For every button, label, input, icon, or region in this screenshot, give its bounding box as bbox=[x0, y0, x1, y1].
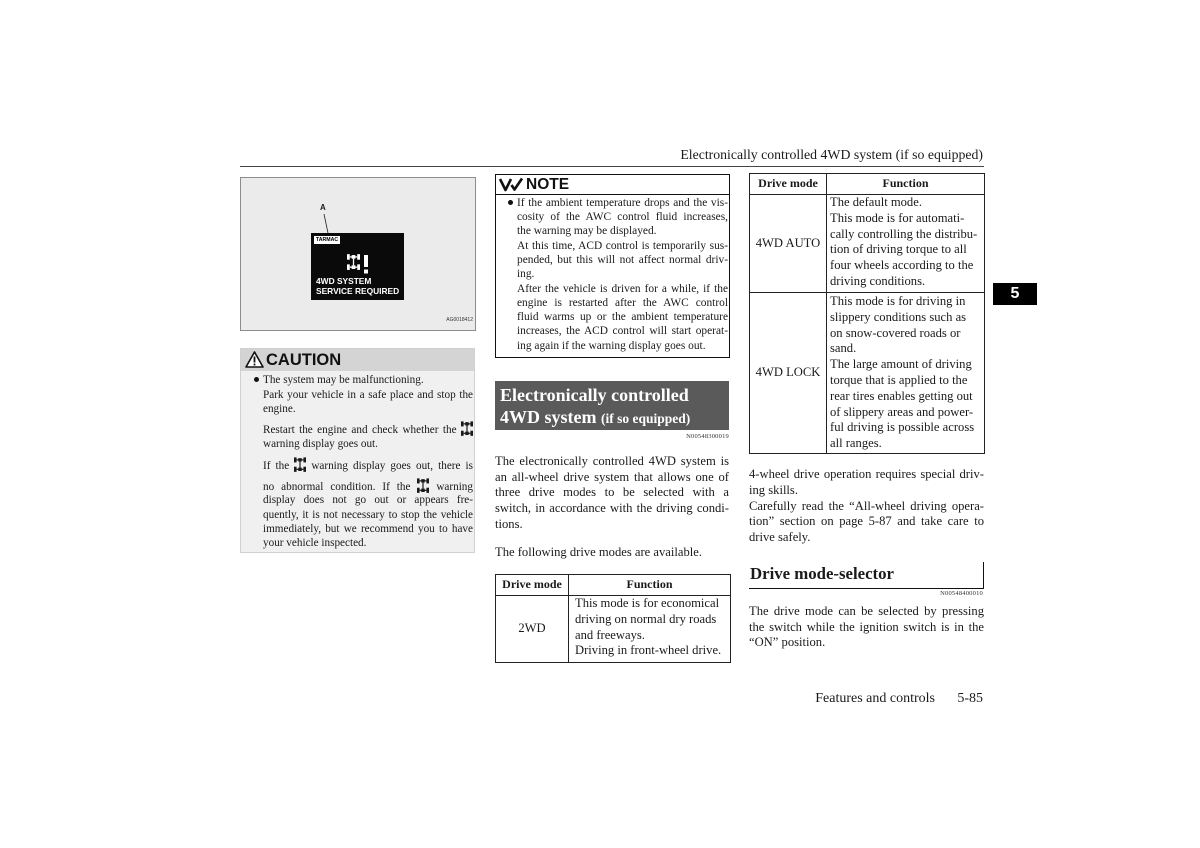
drive-modes-intro: The following drive modes are available. bbox=[495, 545, 703, 559]
caution-line-text: no abnormal condition. If the bbox=[263, 481, 411, 493]
note-line: ing. bbox=[517, 268, 535, 280]
section-title-suffix: (if so equipped) bbox=[601, 411, 691, 426]
function-line: tion of driving torque to all bbox=[830, 242, 967, 257]
paragraph-line: switch, in accordance with the driving condi- bbox=[495, 501, 729, 515]
paragraph-line: an all-wheel drive system that allows one of bbox=[495, 470, 729, 484]
table-row bbox=[750, 195, 985, 293]
table-row bbox=[750, 293, 985, 454]
function-cell bbox=[827, 195, 985, 293]
note-line: increases, the ACD control will start operat- bbox=[517, 325, 728, 337]
table-header-row bbox=[750, 174, 985, 195]
caution-bullet-text: The system may be malfunctioning. bbox=[263, 374, 424, 386]
subsection-title: Drive mode-selector bbox=[750, 564, 894, 583]
caution-line: warning display goes out. bbox=[263, 438, 378, 450]
paragraph-line: “ON” position. bbox=[749, 635, 826, 649]
paragraph-line: 4-wheel drive operation requires special driv- bbox=[749, 467, 984, 481]
caution-line bbox=[263, 478, 473, 494]
callout-label: A bbox=[320, 203, 326, 212]
function-line: all ranges. bbox=[830, 436, 882, 451]
caution-line-text: If the bbox=[263, 460, 290, 472]
display-message-line2: SERVICE REQUIRED bbox=[316, 286, 400, 296]
caution-line: your vehicle inspected. bbox=[263, 537, 367, 549]
section-code: N00548300019 bbox=[686, 433, 729, 440]
note-header bbox=[496, 175, 729, 195]
caution-title: CAUTION bbox=[266, 351, 342, 369]
caution-box bbox=[240, 348, 475, 553]
column-header-drive-mode: Drive mode bbox=[496, 575, 569, 596]
section-title-main: 4WD system bbox=[500, 407, 597, 427]
function-line: rear tires enables getting out bbox=[830, 388, 973, 403]
function-line: and freeways. bbox=[575, 627, 645, 642]
footer-section-name: Features and controls bbox=[815, 691, 935, 706]
section-title-line1: Electronically controlled bbox=[500, 385, 689, 405]
function-line: ful driving is possible across bbox=[830, 420, 975, 435]
table-header-row bbox=[496, 575, 731, 596]
4wd-warning-icon bbox=[294, 457, 306, 473]
chapter-tab bbox=[993, 283, 1037, 305]
caution-line: immediately, but we recommend you to have bbox=[263, 523, 473, 535]
drive-mode-cell: 4WD LOCK bbox=[750, 293, 827, 454]
drive-mode-table-2wd bbox=[495, 574, 731, 663]
drive-mode-table-4wd bbox=[749, 173, 985, 454]
paragraph-line: tions. bbox=[495, 517, 523, 531]
table-row bbox=[496, 596, 731, 663]
function-line: The default mode. bbox=[830, 195, 922, 209]
column-header-function: Function bbox=[569, 575, 731, 596]
4wd-warning-icon bbox=[417, 478, 429, 494]
drive-mode-cell: 4WD AUTO bbox=[750, 195, 827, 293]
running-header: Electronically controlled 4WD system (if so equipped) bbox=[680, 147, 983, 162]
exclamation-icon bbox=[363, 255, 369, 274]
caution-line: Park your vehicle in a safe place and stop the bbox=[263, 389, 473, 401]
note-line: the warning may be displayed. bbox=[517, 225, 657, 237]
function-line: torque that is applied to the bbox=[830, 372, 968, 387]
note-line: After the vehicle is driven for a while, if the bbox=[517, 283, 728, 295]
column-header-function: Function bbox=[827, 174, 985, 195]
paragraph-line: tion” section on page 5-87 and take care to bbox=[749, 514, 984, 528]
note-icon bbox=[499, 177, 523, 192]
section-heading bbox=[495, 381, 729, 430]
function-line: cally controlling the distribu- bbox=[830, 226, 978, 241]
function-line: of slippery areas and power- bbox=[830, 404, 974, 419]
caution-line: display does not go out or appears fre- bbox=[263, 494, 473, 506]
paragraph-line: Carefully read the “All-wheel driving opera- bbox=[749, 499, 984, 513]
paragraph-line: ing skills. bbox=[749, 483, 798, 497]
note-box bbox=[495, 174, 730, 358]
caution-line bbox=[263, 421, 473, 437]
function-cell bbox=[827, 293, 985, 454]
note-line: fluid warms up or the ambient temperature bbox=[517, 311, 728, 323]
note-title: NOTE bbox=[526, 176, 570, 193]
figure-code: AG0018412 bbox=[446, 317, 473, 323]
function-line: This mode is for automati- bbox=[830, 210, 965, 225]
mode-label-badge: TARMAC bbox=[316, 237, 339, 243]
subsection-code: N00548400010 bbox=[940, 590, 983, 597]
note-line: pended, but this will not affect normal driv- bbox=[517, 254, 728, 266]
section-title-line2 bbox=[500, 406, 690, 430]
function-line: Driving in front-wheel drive. bbox=[575, 643, 722, 658]
figure-box bbox=[240, 177, 476, 331]
note-line: engine is restarted after the AWC control bbox=[517, 297, 728, 309]
column-header-drive-mode: Drive mode bbox=[750, 174, 827, 195]
function-line: sand. bbox=[830, 341, 857, 356]
function-line: on snow-covered roads or bbox=[830, 325, 961, 340]
caution-triangle-icon bbox=[245, 351, 264, 368]
paragraph-line: The drive mode can be selected by pressing bbox=[749, 604, 984, 618]
drive-mode-cell: 2WD bbox=[496, 596, 569, 663]
paragraph-line: three drive modes to be selected with a bbox=[495, 485, 729, 499]
function-line: slippery conditions such as bbox=[830, 309, 967, 324]
bullet-icon bbox=[254, 377, 259, 382]
caution-line-text: warning bbox=[436, 481, 473, 493]
function-line: The large amount of driving bbox=[830, 357, 972, 372]
note-line: ing again if the warning display goes out. bbox=[517, 340, 706, 352]
note-line: If the ambient temperature drops and the vis- bbox=[517, 197, 728, 209]
callout-leader-line bbox=[322, 213, 332, 235]
4wd-system-icon bbox=[347, 254, 360, 271]
paragraph-line: The electronically controlled 4WD system is bbox=[495, 454, 729, 468]
function-line: four wheels according to the bbox=[830, 258, 974, 273]
4wd-warning-icon bbox=[461, 421, 473, 437]
instrument-display bbox=[311, 233, 404, 300]
caution-line-text: Restart the engine and check whether the bbox=[263, 424, 457, 436]
header-rule bbox=[240, 166, 984, 167]
chapter-number: 5 bbox=[1010, 285, 1020, 302]
bullet-icon bbox=[508, 200, 513, 205]
function-cell bbox=[569, 596, 731, 663]
function-line: This mode is for economical bbox=[575, 596, 720, 610]
subsection-underline bbox=[749, 588, 984, 589]
note-line: At this time, ACD control is temporarily sus- bbox=[517, 240, 728, 252]
caution-line: engine. bbox=[263, 403, 296, 415]
paragraph-line: the switch while the ignition switch is in the bbox=[749, 620, 984, 634]
caution-line: quently, it is not necessary to stop the vehicle bbox=[263, 509, 473, 521]
function-line: driving conditions. bbox=[830, 273, 926, 288]
display-message-line1: 4WD SYSTEM bbox=[316, 276, 372, 286]
caution-line-text: warning display goes out, there is bbox=[311, 460, 474, 472]
caution-line bbox=[263, 457, 473, 473]
caution-header bbox=[241, 349, 474, 371]
function-line: driving on normal dry roads bbox=[575, 611, 717, 626]
note-line: cosity of the AWC control fluid increases, bbox=[517, 211, 728, 223]
function-line: This mode is for driving in bbox=[830, 294, 966, 308]
subsection-side-rule bbox=[983, 562, 984, 589]
page-number: 5-85 bbox=[957, 691, 983, 706]
paragraph-line: drive safely. bbox=[749, 530, 811, 544]
